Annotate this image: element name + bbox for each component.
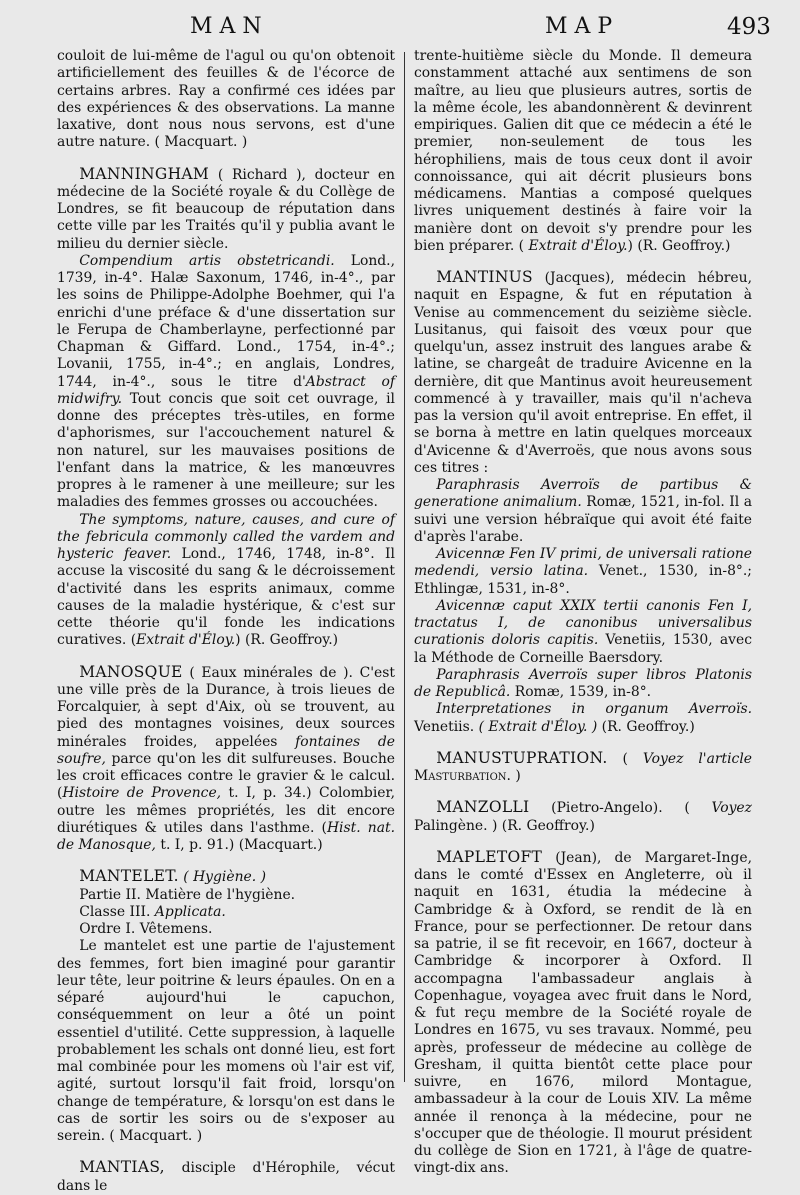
entry-manosque: MANOSQUE ( Eaux minérales de ). C'est une ville près de la Durance, à trois lieues de Forcalquier, à sept d'Aix, où se trouvent, au pied des montagnes voisines, deux sources minérales froides, appelées fontaines de soufre, parce qu'on les dit sulfureuses. Bouche les croit efficaces contre le gravier & le calcul. (Histoire de Provence, t. I, p. 34.) Colombier, outre les mêmes propriétés, les dit encore diurétiques & utiles dans l'asthme. (Hist. nat. de Manosque, t. I, p. 91.) (Macquart.) (57, 662, 396, 853)
mantelet-classification-1: Partie II. Matière de l'hygiène. (79, 886, 296, 903)
header-left-word: MAN (190, 14, 269, 39)
continued-paragraph: trente-huitième siècle du Monde. Il demeura constamment attaché aux sentimens de son maître, au lieu que plusieurs autres, sortis de la même école, les abandonnèrent & devinrent empiriques. Galien dit que ce médecin a été le premier, non-seulement de tous les hérophiliens, mais de tous ceux dont il avoir connoissance, qui ait décrit plusieurs bons médicamens. Mantias a composé quelques livres uniquement destinés à faire voir la manière dont on devoit s'y prendre pour les bien préparer. ( Extrait d'Éloy.) (R. Geoffroy.) (414, 48, 752, 254)
entry-mapletoft: MAPLETOFT (Jean), de Margaret-Inge, dans le comté d'Essex en Angleterre, où il naquit en 1631, étudia la médecine à Cambridge & à Oxford, se rendit de là en France, pour se perfectionner. De retour dans sa patrie, il se fit recevoir, en 1667, docteur à Cambridge & incorporer à Oxford. Il accompagna l'ambassadeur anglais à Copenhague, voyagea avec fruit dans le Nord, & fut reçu membre de la Société royale de Londres en 1675, vu ses travaux. Nommé, peu après, professeur de médecine au collège de Gresham, il quitta bientôt cette place pour suivre, en 1676, milord Montague, ambassadeur à la cour de Louis XIV. La même année il renonça à la médecine, pour ne s'occuper que de théologie. Il mourut président du collège de Sion en 1721, à l'âge de quatre-vingt-dix ans. (414, 847, 752, 1177)
entry-manningham: MANNINGHAM ( Richard ), docteur en médecine de la Société royale & du Collège de Londres, se fit beaucoup de réputation dans cette ville par les Traités qu'il y publia avant le milieu du dernier siècle. (57, 164, 395, 252)
page-number: 493 (727, 14, 771, 40)
entry-head: MANTIAS, (79, 1158, 165, 1177)
running-header (0, 14, 800, 48)
mantelet-classification-3: Ordre I. Vêtemens. (79, 921, 213, 937)
entry-head: MANTINUS (436, 268, 533, 286)
left-column (57, 48, 396, 1194)
entry-manustupration: MANUSTUPRATION. ( Voyez l'article Masturbation. ) (414, 748, 752, 784)
entry-head: MANUSTUPRATION. (436, 748, 608, 767)
mantinus-work-5: Interpretationes in organum Averroïs. Venetiis. ( Extrait d'Éloy. ) (R. Geoffroy.) (414, 701, 752, 735)
entry-head: MANTELET. (79, 867, 179, 886)
entry-head: MANNINGHAM (79, 164, 210, 183)
entry-manzolli: MANZOLLI (Pietro-Angelo). ( Voyez Palingène. ) (R. Geoffroy.) (414, 798, 752, 834)
continued-paragraph: couloit de lui-même de l'agul ou qu'on obtenoit artificiellement des feuilles & de l'écorce de certains arbres. Ray a confirmé ces idées par des expériences & des observations. La manne laxative, dont nous nous servons, est d'une autre nature. ( Macquart. ) (57, 48, 395, 151)
entry-head: MANZOLLI (436, 798, 530, 817)
mantinus-work-2: Avicennæ Fen IV primi, de universali ratione medendi, versio latina. Venet., 1530, in-8°.; Ethlingæ, 1531, in-8°. (414, 546, 752, 597)
mantelet-classification-2: Classe III. Applicata. (79, 903, 226, 920)
right-column (414, 48, 752, 1177)
mantinus-work-1: Paraphrasis Averroïs de partibus & generatione animalium. Romæ, 1521, in-fol. Il a suivi une version hébraïque qui avoit été faite d'après l'arabe. (414, 477, 752, 545)
entry-mantias: MANTIAS, disciple d'Hérophile, vécut dans le (57, 1158, 395, 1194)
mantinus-work-4: Paraphrasis Averroïs super libros Platonis de Republicâ. Romæ, 1539, in-8°. (414, 666, 752, 700)
entry-head: MAPLETOFT (436, 847, 543, 866)
entry-head: MANOSQUE (79, 662, 183, 681)
mantinus-work-3: Avicennæ caput XXIX tertii canonis Fen I, tractatus I, de canonibus universalibus curationis doloris capitis. Venetiis, 1530, avec la Méthode de Corneille Baersdory. (414, 597, 752, 666)
entry-manningham-works-2: The symptoms, nature, causes, and cure of the febricula commonly called the vardem and hysteric feaver. Lond., 1746, 1748, in-8°. Il accuse la viscosité du sang & le décroissement d'activité dans les esprits animaux, comme causes de la maladie hystérique, & c'est sur cette théorie qu'il fonde les indications curatives. (Extrait d'Éloy.) (R. Geoffroy.) (57, 511, 395, 649)
column-rule (404, 52, 405, 1082)
entry-mantinus: MANTINUS (Jacques), médecin hébreu, naquit en Espagne, & fut en réputation à Venise au commencement du seizième siècle. Lusitanus, qui faisoit des vœux pour que quelqu'un, assez instruit des langues arabe & latine, se chargeât de traduire Avicenne en la dernière, dit que Mantinus avoit heureusement commencé à y travailler, mais qu'il n'acheva pas la version qu'il avoit entreprise. En effet, il se borna à mettre en latin quelques morceaux d'Avicenne & d'Averroës, que nous avons sous ces titres : (414, 268, 752, 476)
header-right-word: MAP (545, 14, 620, 39)
entry-manningham-works: Compendium artis obstetricandi. Lond., 1739, in-4°. Halæ Saxonum, 1746, in-4°., par les soins de Philippe-Adolphe Boehmer, qui l'a enrichi d'une préface & d'une dissertation sur le Ferupa de Chamberlayne, perfectionné par Chapman & Giffard. Lond., 1754, in-4°.; Lovanii, 1755, in-4°.; en anglais, Londres, 1744, in-4°., sous le titre d'Abstract of midwifry. Tout concis que soit cet ouvrage, il donne des préceptes très-utiles, en forme d'aphorismes, sur l'accouchement naturel & non naturel, sur les mauvaises positions de l'enfant dans la matrice, & les manœuvres propres à le ramener à une meilleure; sur les maladies des femmes grosses ou accouchées. (57, 252, 396, 511)
mantelet-body: Le mantelet est une partie de l'ajustement des femmes, fort bien imaginé pour garantir leur tête, leur poitrine & leurs épaules. On en a séparé aujourd'hui le capuchon, conséquemment on leur a ôté un point essentiel d'utilité. Cette suppression, à laquelle probablement les schals ont donné lieu, est fort mal combinée pour les momens où l'air est vif, agité, surtout lorsqu'il fait froid, lorsqu'on change de température, & lorsqu'on est dans le cas de sortir les soirs ou de s'exposer au serein. ( Macquart. ) (57, 938, 395, 1144)
entry-mantelet: MANTELET. ( Hygiène. ) (79, 867, 267, 886)
